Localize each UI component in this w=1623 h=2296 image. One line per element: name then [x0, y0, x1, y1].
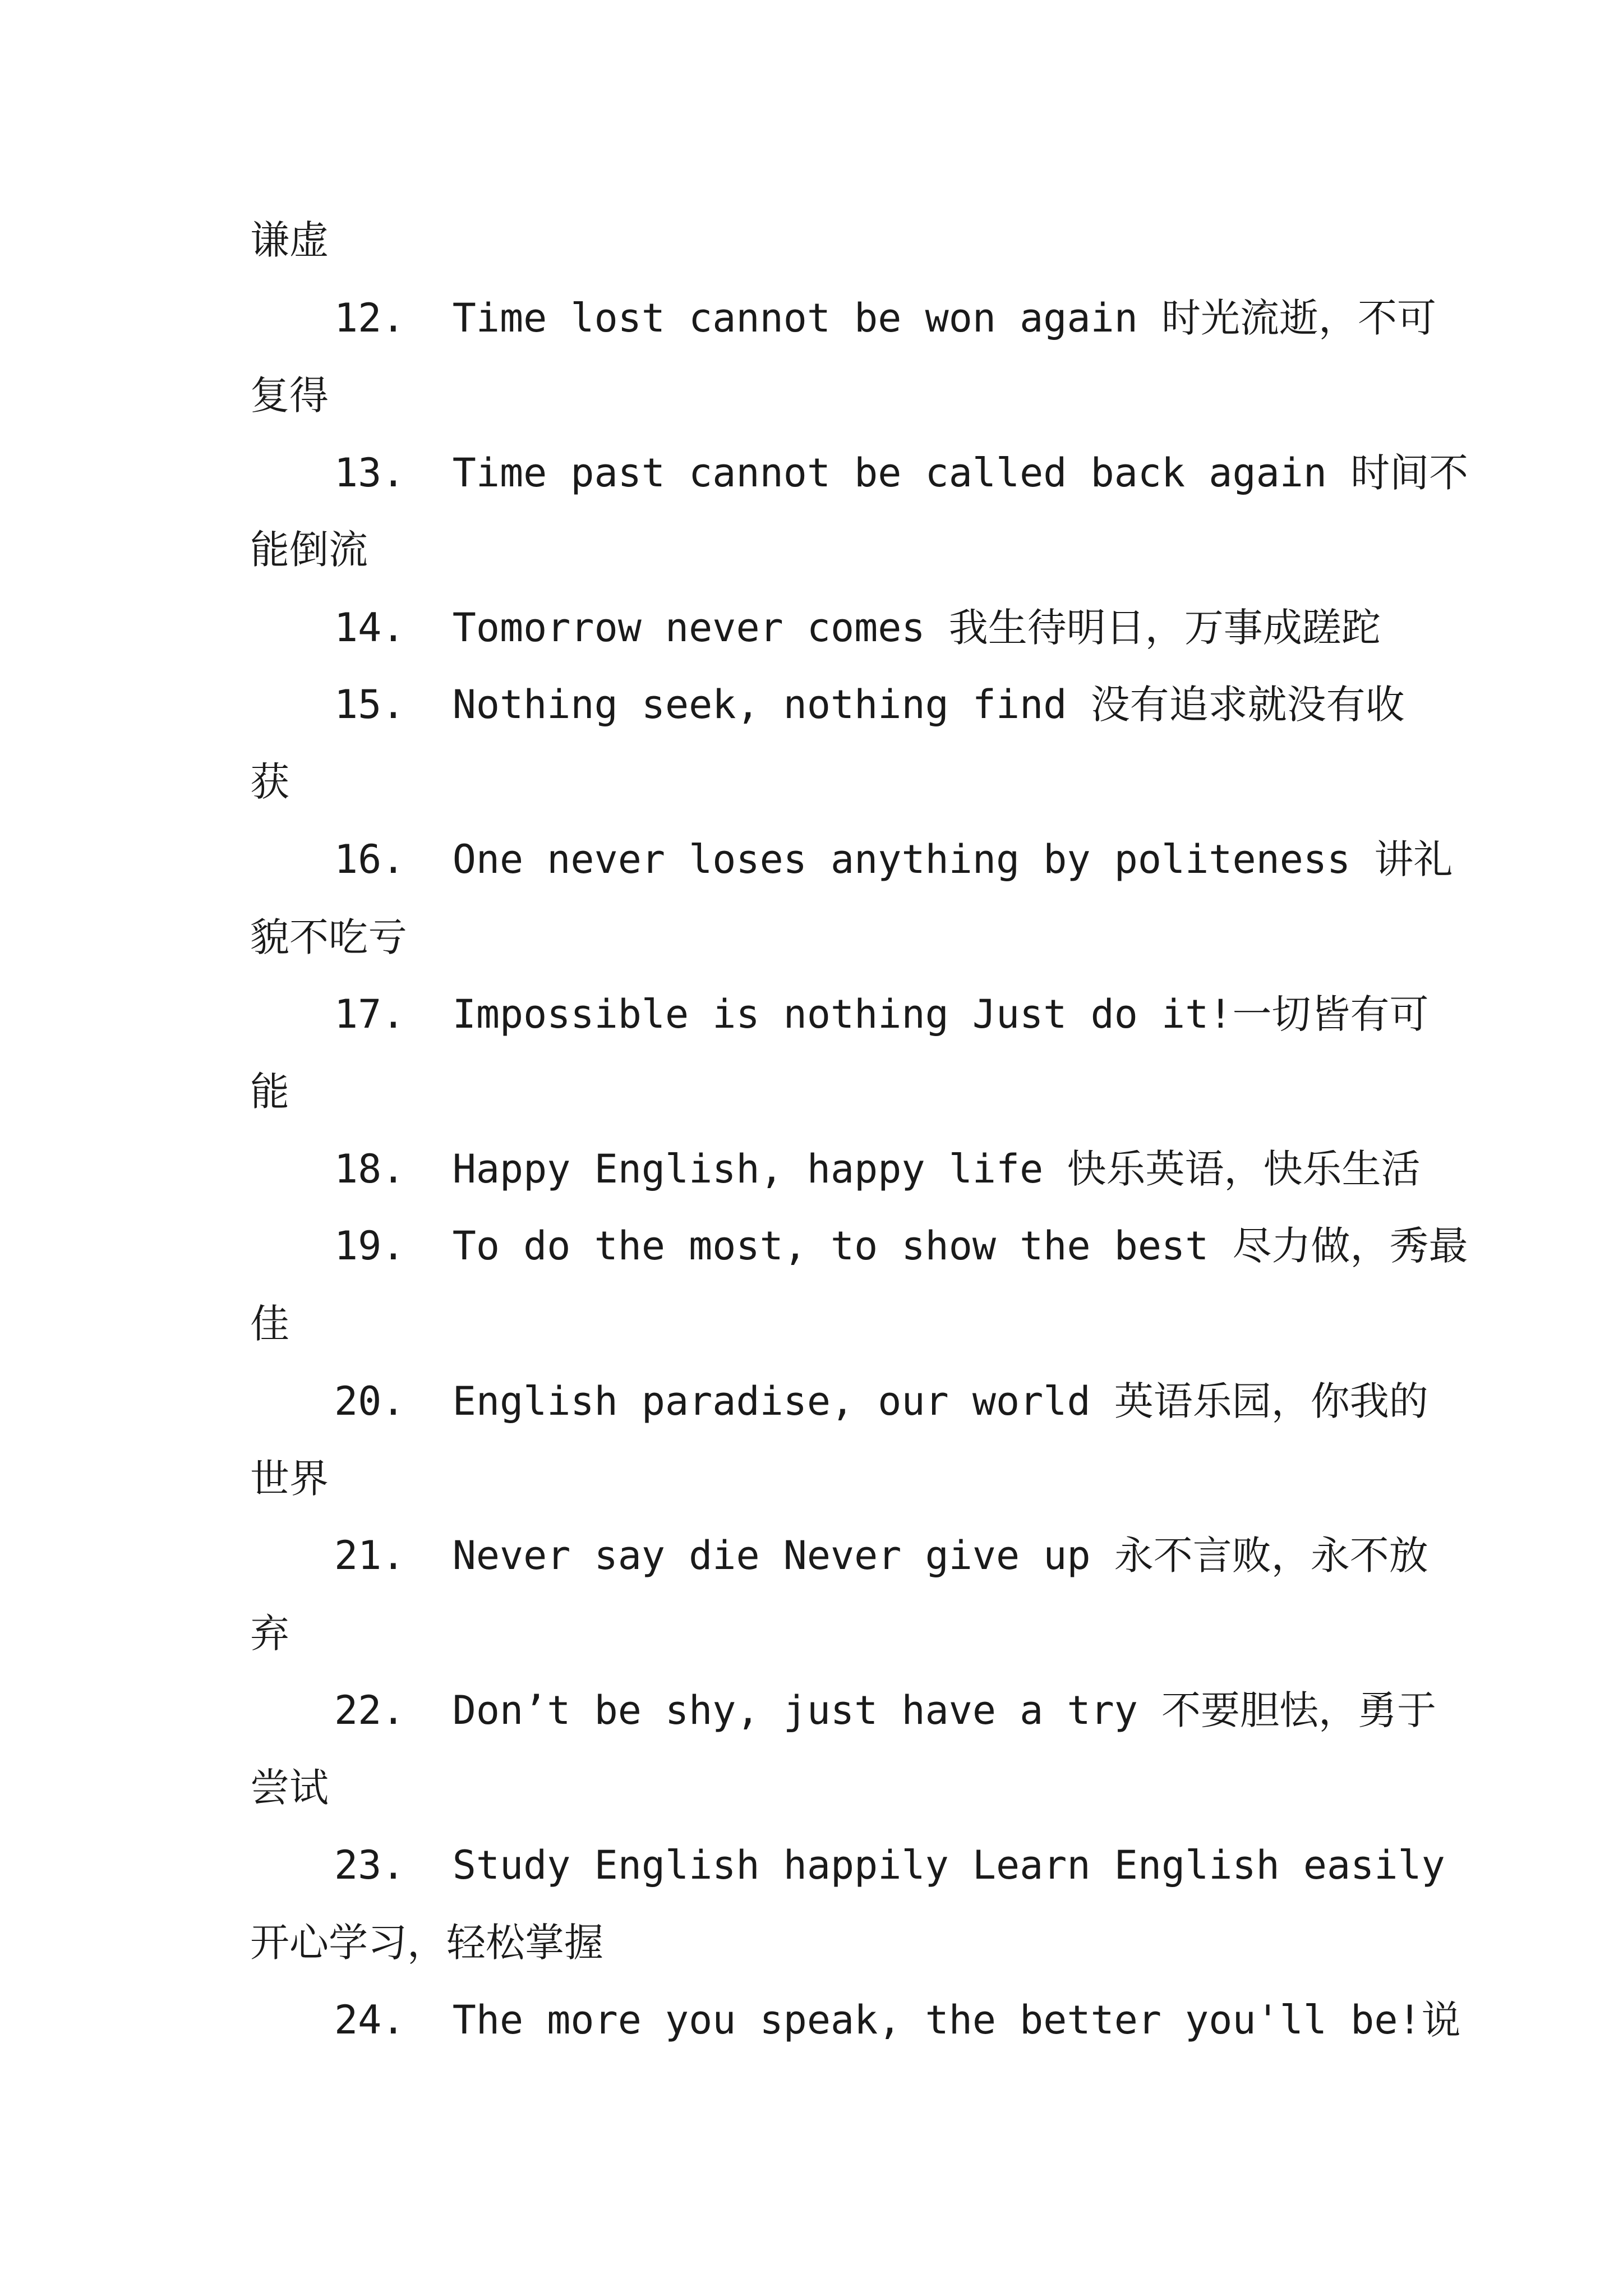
text-line: 尝试 [250, 1765, 329, 1811]
text-line: 12. Time lost cannot be won again 时光流逝，不可 [334, 295, 1437, 341]
text-line: 23. Study English happily Learn English easily [334, 1842, 1445, 1888]
text-line: 24. The more you speak, the better you'll be!说 [334, 1997, 1461, 2043]
text-line: 能 [250, 1069, 289, 1115]
text-line: 世界 [250, 1456, 329, 1502]
text-line: 复得 [250, 372, 329, 418]
text-line: 13. Time past cannot be called back again 时间不 [334, 450, 1469, 496]
text-line: 开心学习，轻松掌握 [250, 1920, 603, 1966]
text-line: 能倒流 [250, 527, 368, 573]
text-line: 17. Impossible is nothing Just do it!一切皆有可 [334, 991, 1429, 1037]
text-line: 获 [250, 759, 289, 805]
text-line: 15. Nothing seek, nothing find 没有追求就没有收 [334, 682, 1405, 728]
text-line: 18. Happy English, happy life 快乐英语，快乐生活 [334, 1146, 1421, 1192]
text-line: 19. To do the most, to show the best 尽力做，秀最 [334, 1223, 1468, 1269]
text-line: 16. One never loses anything by politeness 讲礼 [334, 836, 1453, 882]
text-line: 貌不吃亏 [250, 914, 407, 960]
text-line: 弃 [250, 1611, 289, 1657]
text-line: 佳 [250, 1301, 289, 1347]
text-line: 21. Never say die Never give up 永不言败，永不放 [334, 1533, 1428, 1579]
text-line: 14. Tomorrow never comes 我生待明日，万事成蹉跎 [334, 605, 1381, 651]
text-line: 22. Don’t be shy, just have a try 不要胆怯，勇于 [334, 1687, 1437, 1733]
text-line: 谦虚 [250, 217, 329, 263]
text-line: 20. English paradise, our world 英语乐园，你我的 [334, 1378, 1428, 1424]
